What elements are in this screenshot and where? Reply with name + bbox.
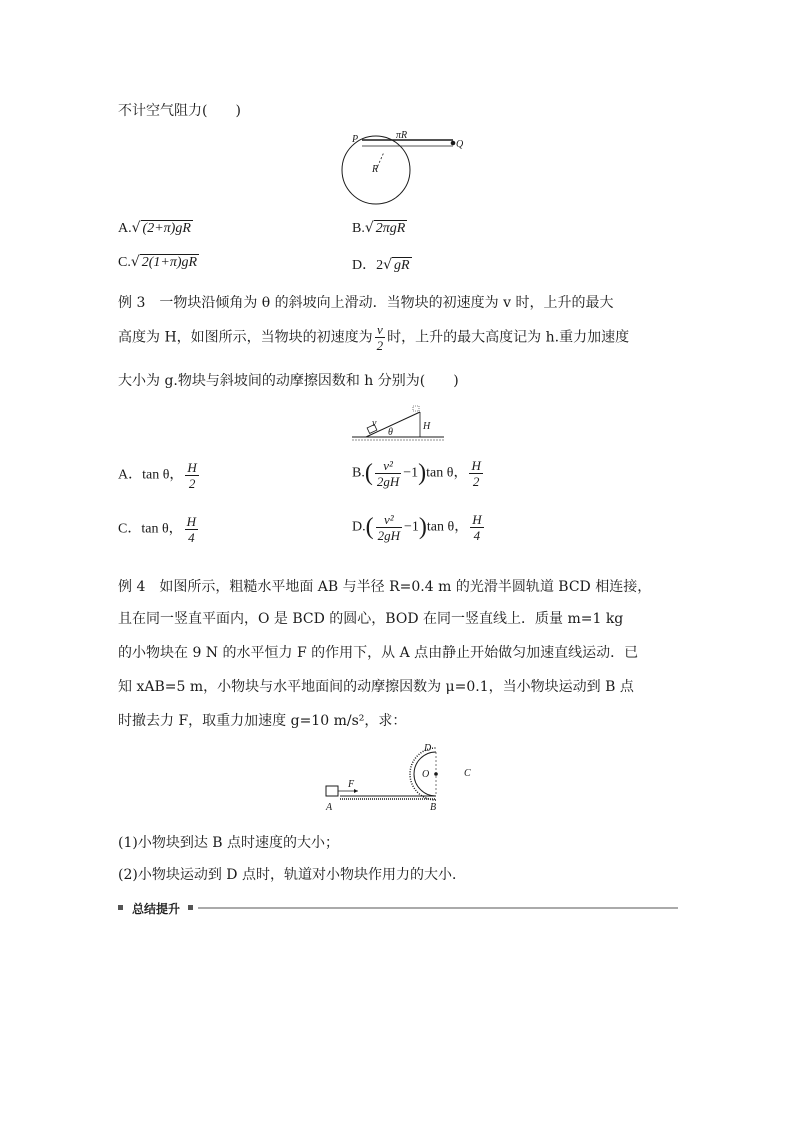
left-paren: ( [364, 460, 373, 486]
summary-rule [198, 907, 678, 909]
label-h: H [423, 421, 431, 432]
label-b: B [430, 802, 437, 813]
ex3-line1: 例 3 一物块沿倾角为 θ 的斜坡向上滑动．当物块的初速度为 v 时，上升的最大 [118, 295, 614, 311]
option-c-radicand: 2(1+π)gR [141, 255, 198, 270]
ex4-line4: 知 xAB=5 m，小物块与水平地面间的动摩擦因数为 μ=0.1，当小物块运动到 B 点 [118, 679, 634, 695]
label-f: F [348, 779, 355, 790]
fraction-den: 2 [376, 338, 384, 353]
fraction-h-2 [469, 458, 482, 489]
ex4-line3: 的小物块在 9 N 的水平恒力 F 的作用下，从 A 点由静止开始做匀加速直线运动．已 [118, 645, 639, 661]
sqrt-icon: √ [130, 254, 140, 270]
ex4-line1: 例 4 如图所示，粗糙水平地面 AB 与半径 R=0.4 m 的光滑半圆轨道 BCD 相连接， [118, 579, 652, 595]
ex3-option-d-label: D. [352, 519, 366, 535]
fraction-v2-2gh [376, 512, 402, 543]
option-b-radicand: 2πgR [375, 221, 406, 236]
ex3-option-b [352, 458, 485, 489]
fraction-num: H [186, 514, 197, 529]
sqrt-icon: √ [383, 257, 393, 273]
fraction-num: H [471, 458, 481, 473]
fraction-den: 2 [472, 474, 480, 489]
square-bullet-icon [188, 905, 193, 910]
track-figure [318, 740, 488, 818]
square-bullet-icon [118, 905, 123, 910]
sqrt-icon: √ [364, 220, 374, 236]
circle-figure [320, 128, 470, 208]
option-a-label: A. [118, 221, 132, 236]
ex4-question-2: (2)小物块运动到 D 点时，轨道对小物块作用力的大小． [118, 867, 466, 883]
fraction-den: 2gH [376, 474, 400, 489]
fraction-den: 2gH [377, 528, 401, 543]
sqrt-icon: √ [131, 220, 141, 236]
ex4-line2: 且在同一竖直平面内，O 是 BCD 的圆心，BOD 在同一竖直线上．质量 m=1 kg [118, 611, 624, 627]
summary-label: 总结提升 [132, 902, 181, 916]
arrow-head-icon [354, 789, 358, 793]
option-a [118, 220, 193, 237]
option-d [352, 254, 412, 274]
fraction-num: v² [376, 512, 402, 528]
label-v: v [372, 418, 377, 429]
fraction-h-4 [470, 512, 483, 543]
fraction-v-over-2 [375, 322, 386, 353]
label-p: P [352, 134, 359, 145]
option-d-label: D．2 [352, 258, 384, 273]
label-q: Q [456, 139, 464, 150]
label-theta: θ [388, 427, 393, 438]
right-paren: ) [418, 514, 427, 540]
minus-one: −1 [403, 465, 419, 481]
ex3-option-b-label: B. [352, 465, 365, 481]
minus-one: −1 [404, 519, 419, 535]
label-a: A [326, 802, 333, 813]
ex3-line2a: 高度为 H，如图所示，当物块的初速度为 [118, 329, 373, 346]
fraction-num: H [472, 512, 482, 527]
ex4-question-1: (1)小物块到达 B 点时速度的大小； [118, 835, 340, 851]
center-o [434, 772, 438, 776]
ex3-option-c [118, 514, 200, 545]
label-d: D [424, 743, 432, 754]
option-c [118, 254, 199, 271]
tan-text: tan θ， [426, 465, 468, 481]
fraction-num: H [187, 460, 197, 475]
label-o: O [422, 769, 430, 780]
block-top [413, 406, 419, 411]
summary-header [118, 900, 678, 916]
option-b-label: B. [352, 221, 365, 236]
tan-text: tan θ， [426, 519, 469, 535]
option-c-label: C. [118, 255, 131, 270]
ex3-line2b: 时，上升的最大高度记为 h.重力加速度 [387, 329, 630, 346]
ex3-line3: 大小为 g.物块与斜坡间的动摩擦因数和 h 分别为( ) [118, 373, 459, 389]
ex3-option-a-label: A．tan θ， [118, 467, 184, 483]
option-b [352, 220, 407, 237]
ex3-line2 [118, 322, 629, 353]
block [326, 786, 338, 796]
fraction-v2-2gh [375, 458, 401, 489]
fraction-h-2 [185, 460, 198, 491]
label-c: C [464, 768, 471, 779]
ex4-line5: 时撤去力 F，取重力加速度 g=10 m/s²，求： [118, 713, 407, 729]
fraction-den: 4 [473, 528, 481, 543]
fraction-den: 2 [188, 476, 196, 491]
incline-figure [350, 404, 450, 444]
option-d-radicand: gR [394, 258, 410, 273]
ex3-option-a [118, 460, 201, 491]
right-paren: ) [418, 460, 427, 486]
fraction-num: v² [375, 458, 401, 474]
fraction-num: v [375, 322, 386, 338]
fraction-den: 4 [188, 530, 195, 545]
fraction-h-4 [185, 514, 198, 545]
intro-text: 不计空气阻力( ) [118, 103, 241, 119]
point-q-dot [451, 141, 456, 146]
option-a-radicand: (2+π)gR [142, 221, 191, 236]
ex3-option-d [352, 512, 486, 543]
label-r: R [372, 164, 379, 175]
left-paren: ( [365, 514, 374, 540]
ex3-option-c-label: C．tan θ， [118, 521, 183, 537]
label-distance: πR [396, 130, 408, 141]
